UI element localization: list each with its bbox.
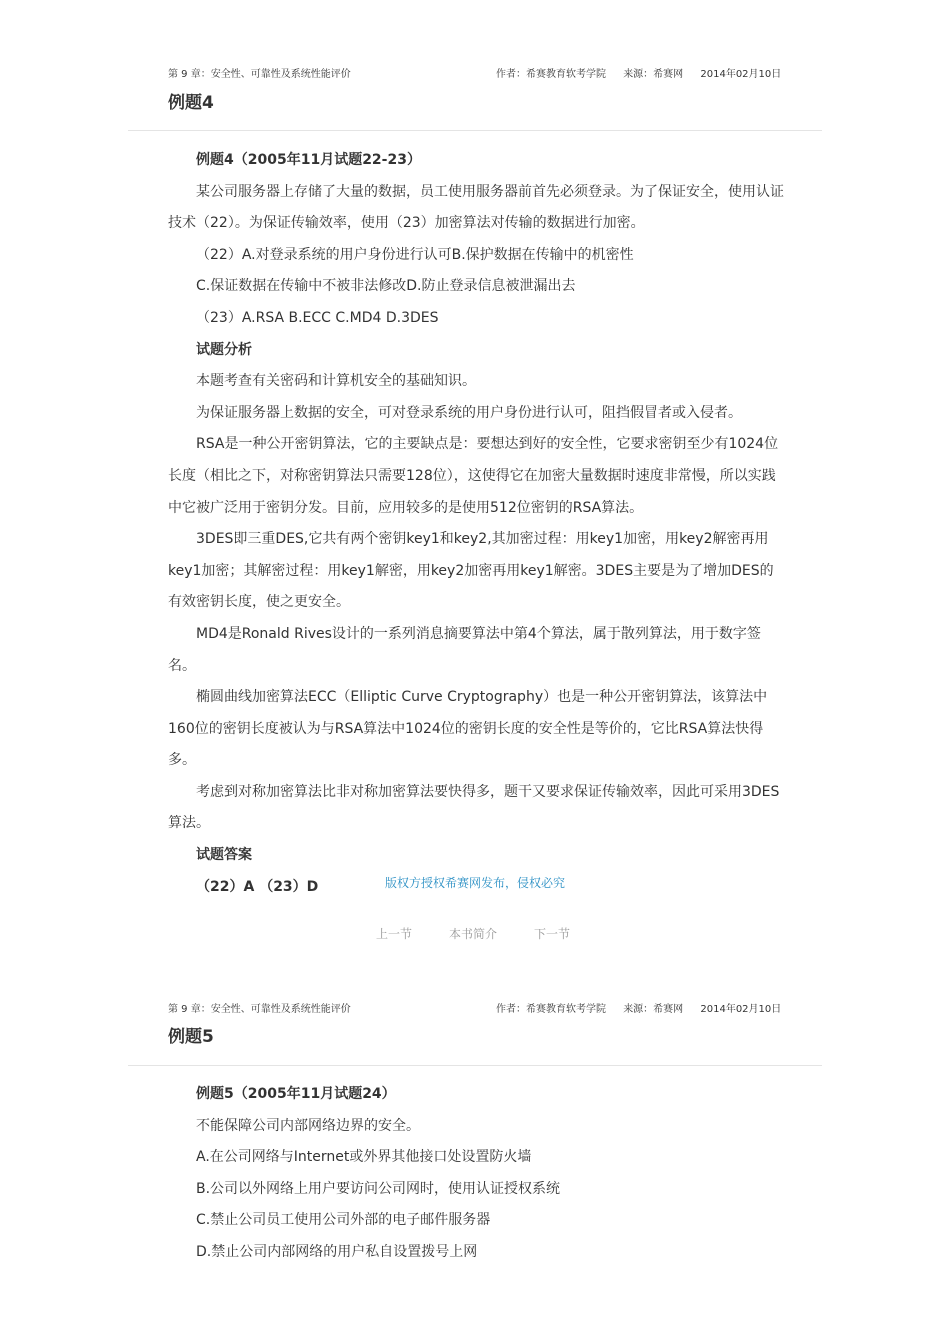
publish-date: 2014年02月10日 bbox=[700, 69, 782, 80]
option-line: C.保证数据在传输中不被非法修改D.防止登录信息被泄漏出去 bbox=[196, 278, 576, 295]
article-meta bbox=[496, 1003, 781, 1017]
page-title: 例题4 bbox=[168, 93, 214, 113]
analysis-paragraph: 椭圆曲线加密算法ECC（Elliptic Curve Cryptography）也是一种公开密钥算法，该算法中160位的密钥长度被认为与RSA算法中1024位的密钥长度的安全性是等价的，它比RSA算法快得多。 bbox=[168, 689, 768, 769]
analysis-paragraph: 3DES即三重DES,它共有两个密钥key1和key2,其加密过程：用key1加密，用key2解密再用key1加密；其解密过程：用key1解密，用key2加密再用key1解密。3DES主要是为了增加DES的有效密钥长度，使之更安全。 bbox=[168, 531, 774, 611]
copyright-notice: 版权方授权希赛网发布，侵权必究 bbox=[384, 876, 565, 890]
option-line: （22）A.对登录系统的用户身份进行认可B.保护数据在传输中的机密性 bbox=[196, 246, 634, 263]
analysis-paragraph: 考虑到对称加密算法比非对称加密算法要快得多，题干又要求保证传输效率，因此可采用3DES算法。 bbox=[168, 783, 780, 832]
page-title: 例题5 bbox=[168, 1027, 214, 1047]
question-heading: 例题4（2005年11月试题22-23） bbox=[196, 152, 421, 168]
divider bbox=[128, 1065, 822, 1066]
analysis-heading: 试题分析 bbox=[196, 341, 252, 358]
chapter-label: 第 9 章：安全性、可靠性及系统性能评价 bbox=[168, 69, 351, 80]
author: 作者：希赛教育软考学院 bbox=[496, 69, 606, 80]
question-stem: 某公司服务器上存储了大量的数据，员工使用服务器前首先必须登录。为了保证安全，使用认证技术（22）。为保证传输效率，使用（23）加密算法对传输的数据进行加密。 bbox=[168, 183, 784, 232]
option-line: C.禁止公司员工使用公司外部的电子邮件服务器 bbox=[196, 1212, 491, 1229]
article-body bbox=[168, 145, 784, 903]
analysis-paragraph: MD4是Ronald Rives设计的一系列消息摘要算法中第4个算法，属于散列算法，用于数字签名。 bbox=[168, 625, 761, 674]
publish-date: 2014年02月10日 bbox=[700, 1004, 782, 1015]
analysis-paragraph: 为保证服务器上数据的安全，可对登录系统的用户身份进行认可，阻挡假冒者或入侵者。 bbox=[196, 404, 742, 421]
next-section-link[interactable]: 下一节 bbox=[534, 927, 571, 941]
question-stem: 不能保障公司内部网络边界的安全。 bbox=[196, 1117, 420, 1134]
option-line: D.禁止公司内部网络的用户私自设置拨号上网 bbox=[196, 1243, 478, 1260]
option-line: （23）A.RSA B.ECC C.MD4 D.3DES bbox=[196, 309, 439, 326]
divider bbox=[128, 130, 822, 131]
option-line: B.公司以外网络上用户要访问公司网时，使用认证授权系统 bbox=[196, 1180, 561, 1197]
source: 来源：希赛网 bbox=[623, 69, 684, 80]
question-heading: 例题5（2005年11月试题24） bbox=[196, 1086, 396, 1102]
article-body bbox=[168, 1079, 784, 1269]
prev-section-link[interactable]: 上一节 bbox=[376, 927, 413, 941]
article-meta bbox=[496, 68, 781, 82]
analysis-paragraph: 本题考查有关密码和计算机安全的基础知识。 bbox=[196, 373, 476, 390]
analysis-paragraph: RSA是一种公开密钥算法，它的主要缺点是：要想达到好的安全性，它要求密钥至少有1024位长度（相比之下，对称密钥算法只需要128位），这使得它在加密大量数据时速度非常慢，所以实践中它被广泛用于密钥分发。目前，应用较多的是使用512位密钥的RSA算法。 bbox=[168, 436, 779, 516]
option-line: A.在公司网络与Internet或外界其他接口处设置防火墙 bbox=[196, 1149, 532, 1166]
answer-text: （22）A （23）D bbox=[196, 878, 319, 895]
chapter-label: 第 9 章：安全性、可靠性及系统性能评价 bbox=[168, 1004, 351, 1015]
source: 来源：希赛网 bbox=[623, 1004, 684, 1015]
book-intro-link[interactable]: 本书简介 bbox=[449, 927, 498, 941]
answer-heading: 试题答案 bbox=[196, 847, 252, 864]
author: 作者：希赛教育软考学院 bbox=[496, 1004, 606, 1015]
